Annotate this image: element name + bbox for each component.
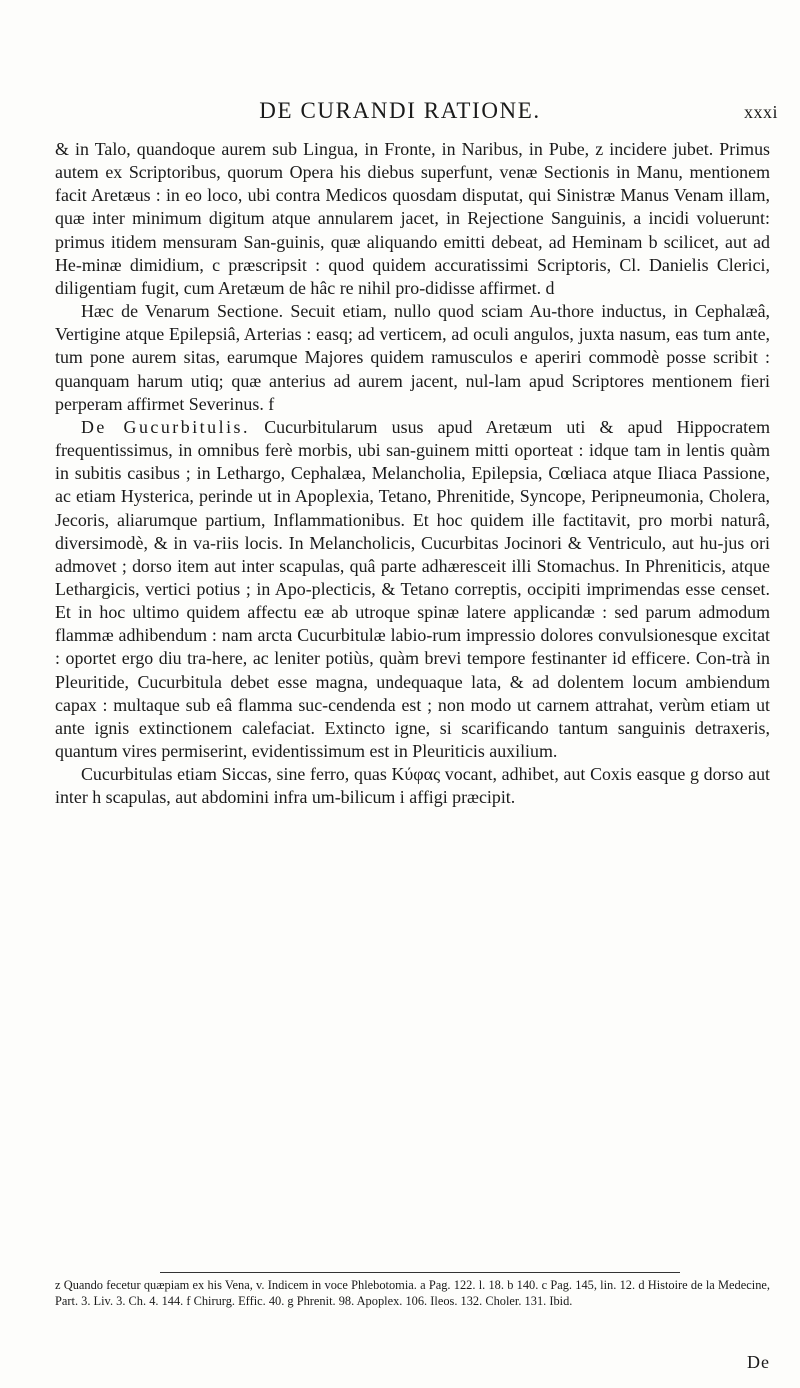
page-number: xxxi <box>743 102 778 122</box>
section-heading: De Gucurbitulis. <box>81 416 250 437</box>
footnote-rule <box>160 1272 680 1273</box>
paragraph-cucurbitulae <box>55 416 770 763</box>
page-header <box>0 98 800 128</box>
paragraph-siccae: Cucurbitulas etiam Siccas, sine ferro, quas Κύφας vocant, adhibet, aut Coxis easque g dorso aut inter h scapulas, aut abdomini infra um-bilicum i affigi præcipit. <box>55 764 770 808</box>
paragraph-venae-sectio: & in Talo, quandoque aurem sub Lingua, in Fronte, in Naribus, in Pube, z incidere jubet. Primus autem ex Scriptoribus, quorum Opera his diebus superfunt, venæ Sectionis in Manu, mentionem facit Aretæus : in eo loco, ubi contra Medicos quosdam disputat, qui Sinistræ Manus Venam illam, quæ inter minimum digitum atque annularem jacet, in Rejectione Sanguinis, a incidi voluerunt: primus itidem mensuram San-guinis, quæ aliquando emitti debeat, ad Heminam b scilicet, aut ad He-minæ dimidium, c præscripsit : quod quidem accuratissimi Scriptoris, Cl. Danielis Clerici, diligentiam fugit, cum Aretæum de hâc re nihil pro-didisse affirmet. d <box>55 139 770 298</box>
paragraph-cucurbitulae-text: Cucurbitularum usus apud Aretæum uti & apud Hippocratem frequentissimus, in omnibus ferè morbis, ubi san-guinem mitti oporteat : idque tam in lentis quàm in subitis casibus ; in Lethargo, Cephalæa, Melancholia, Epilepsia, Cœliaca atque Iliaca Passione, ac etiam Hysterica, perinde ut in Apoplexia, Tetano, Phrenitide, Syncope, Peripneumonia, Cholera, Jecoris, aliarumque partium, Inflammationibus. Et hoc quidem ille factitavit, pro morbi naturâ, diversimodè, & in va-riis locis. In Melancholicis, Cucurbitas Jocinori & Ventriculo, aut hu-jus ori admovet ; dorso item aut inter scapulas, quâ parte adhæresceit illi Stomachus. In Phreniticis, atque Lethargicis, vertici potius ; in Apo-plecticis, & Tetano correptis, occipiti imprimendas esse censet. Et in hoc ultimo quidem affectu eæ ab utroque spinæ latere applicandæ : sed parum admodum flammæ adhibendum : nam arcta Cucurbitulæ labio-rum impressio dolores convulsionesque excitat : oportet ergo diu tra-here, ac leniter potiùs, quàm brevi tempore festinanter id efficere. Con-trà in Pleuritide, Cucurbitula debet esse magna, undequaque lata, & ad dolentem locum ambiendum capax : multaque sub eâ flamma suc-cendenda est ; non modo ut carnem attrahat, verùm etiam ut ante ignis extinctionem calefaciat. Extincto igne, si scarificando tantum sanguinis detraxeris, quantum vires permiserint, evidentissimum est in Pleuriticis auxilium. <box>55 416 770 762</box>
running-head: DE CURANDI RATIONE. <box>259 98 541 123</box>
main-text <box>55 138 770 810</box>
footnotes: z Quando fecetur quæpiam ex his Vena, v. Indicem in voce Phlebotomia. a Pag. 122. l. 18. b 140. c Pag. 145, lin. 12. d Histoire de la Medecine, Part. 3. Liv. 3. Ch. 4. 144. f Chirurg. Effic. 40. g Phrenit. 98. Apoplex. 106. Ileos. 132. Choler. 131. Ibid. <box>55 1278 770 1308</box>
paragraph-arteriae: Hæc de Venarum Sectione. Secuit etiam, nullo quod sciam Au-thore inductus, in Cephalæâ, Vertigine atque Epilepsiâ, Arterias : easq; ad verticem, ad oculi angulos, juxta nasum, eas tum ante, tum pone aurem sitas, earumque Majores quidem ramusculos e aperiri commodè posse scribit : quanquam harum utiq; quæ anterius ad aurem jacent, nul-lam apud Scriptores mentionem fieri perperam affirmet Severinus. f <box>55 301 770 414</box>
catchword: De <box>747 1352 770 1372</box>
